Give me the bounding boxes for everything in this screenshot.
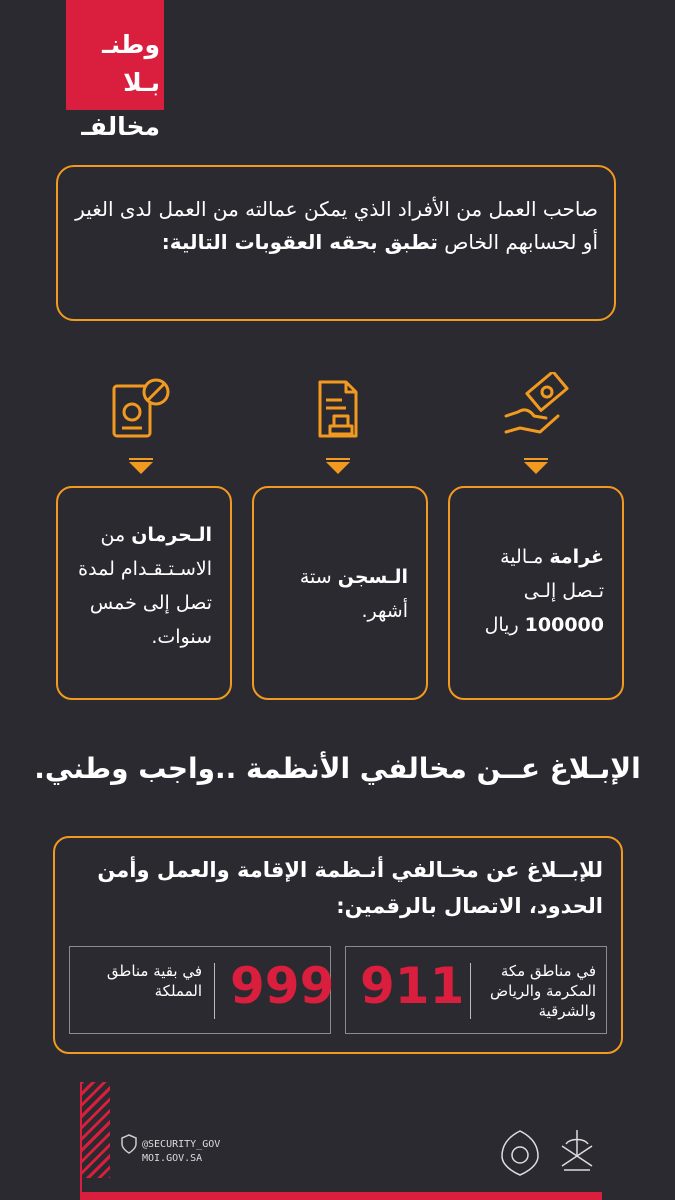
fine-currency: ريال: [484, 614, 525, 636]
fine-title: غرامة: [549, 546, 604, 568]
number-999-label: في بقية مناطق المملكة: [106, 962, 202, 1000]
decor-line: [80, 1082, 82, 1200]
ban-title: الـحرمان: [131, 524, 212, 546]
decor-bar: [82, 1192, 602, 1200]
money-hand-icon: [500, 372, 570, 442]
report-title: للإبــلاغ عن مخـالفي أنـظمة الإقامة والعمل وأمن الحدود، الاتصال بالرقمين:: [97, 858, 603, 918]
logo-line-2: بـلا: [123, 68, 160, 97]
ban-text: من الاسـتـقـدام لمدة تصل إلى خمس سنوات.: [78, 524, 212, 648]
arrow-down-icon: [524, 462, 548, 474]
document-stamp-icon: [302, 376, 372, 446]
headline: الإبـلاغ عــن مخالفي الأنظمة ..واجب وطني.: [34, 752, 641, 785]
number-911-label: في مناطق مكة المكرمة والرياض والشرقية: [490, 962, 596, 1020]
number-999-box[interactable]: [69, 946, 335, 1034]
website-link[interactable]: MOI.GOV.SA: [142, 1153, 203, 1164]
fine-card: [448, 486, 624, 700]
intro-box: [56, 165, 616, 321]
ban-card: [56, 486, 232, 700]
intro-text: صاحب العمل من الأفراد الذي يمكن عمالته من العمل لدى الغير أو لحسابهم الخاص: [75, 197, 598, 254]
shield-icon: [120, 1134, 138, 1154]
prison-title: الـسجن: [337, 566, 408, 588]
decor-stripes: [80, 1082, 110, 1178]
prison-text: ستة أشهر.: [299, 566, 408, 622]
prison-card: [252, 486, 428, 700]
arrow-down-icon: [129, 462, 153, 474]
divider: [214, 963, 215, 1019]
arrow-line: [524, 458, 548, 460]
intro-bold: تطبق بحقه العقوبات التالية:: [161, 230, 438, 254]
fine-amount: 100000: [524, 614, 604, 636]
arrow-line: [129, 458, 153, 460]
number-911-box[interactable]: [345, 946, 607, 1034]
social-links: [142, 1138, 220, 1166]
logo-line-3: مخالفـ: [81, 112, 160, 141]
number-999[interactable]: 999: [230, 957, 335, 1015]
passport-prohibited-icon: [106, 374, 176, 444]
report-box: [53, 836, 623, 1054]
arrow-down-icon: [326, 462, 350, 474]
logo-line-1: وطنـ: [102, 30, 160, 59]
divider: [470, 963, 471, 1019]
security-emblem-icon: [496, 1128, 544, 1178]
x-handle[interactable]: @SECURITY_GOV: [142, 1139, 221, 1150]
fine-text: مـالية تـصل إلـى: [500, 546, 604, 602]
arrow-line: [326, 458, 350, 460]
ministry-emblem-icon: [552, 1126, 602, 1178]
number-911[interactable]: 911: [360, 957, 465, 1015]
